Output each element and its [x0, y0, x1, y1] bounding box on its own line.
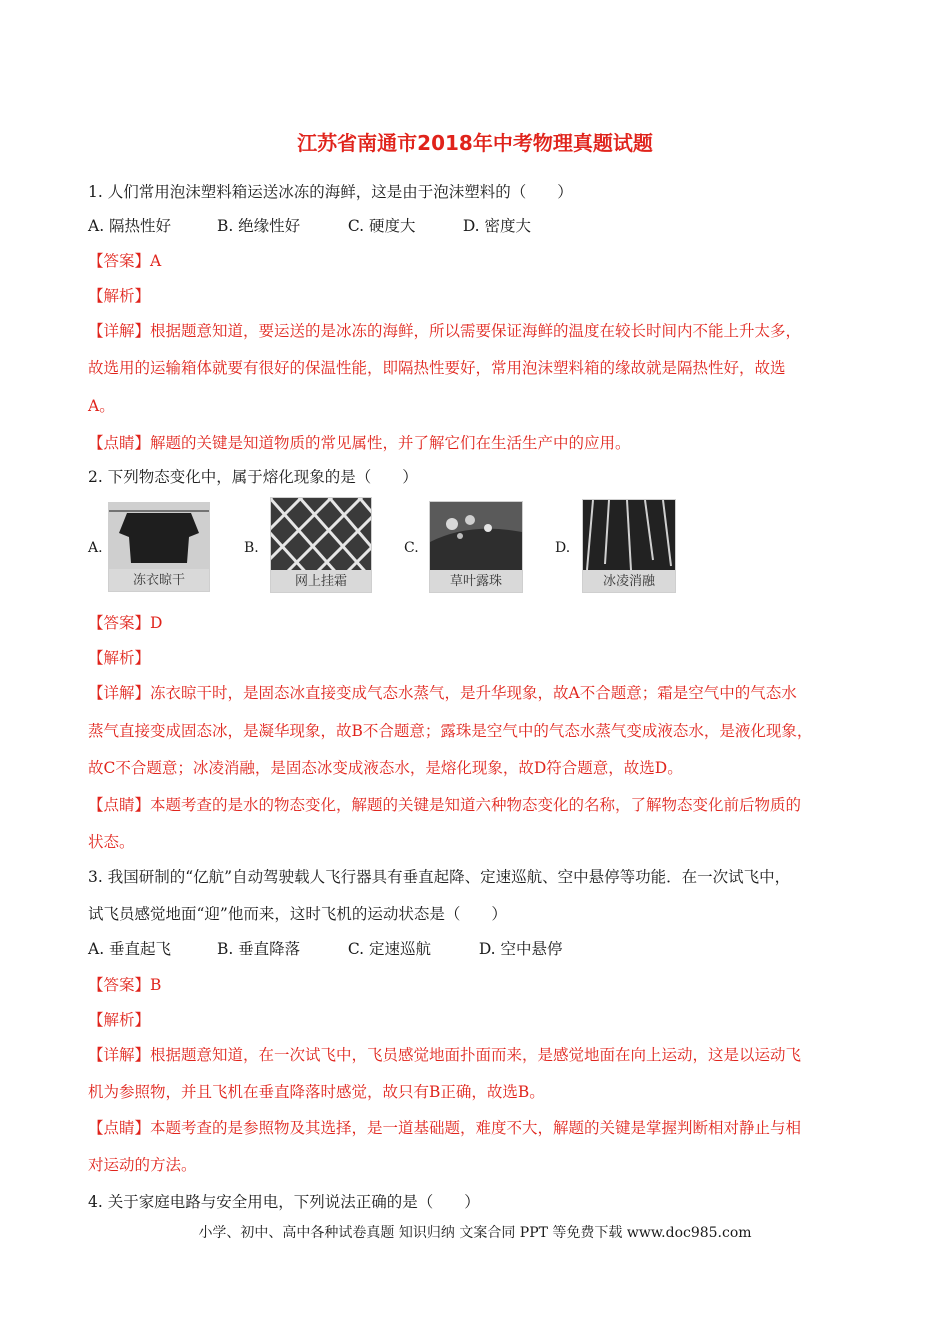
- q1-detail-line-3: A。: [88, 397, 115, 415]
- q3-option-b: B. 垂直降落: [216, 940, 301, 958]
- q3-comment-line-1: 【点睛】本题考查的是参照物及其选择，是一道基础题，难度不大，解题的关键是掌握判断相对静止与相: [88, 1119, 802, 1137]
- q2-detail-line-3: 故C不合题意；冰凌消融，是固态冰变成液态水，是熔化现象，故D符合题意，故选D。: [88, 759, 683, 777]
- q2-option-a-image: [108, 502, 210, 592]
- q2-stem: 2. 下列物态变化中，属于熔化现象的是（ ）: [88, 468, 418, 486]
- melting-icicles-picture: [583, 500, 675, 570]
- q1-detail-line-2: 故选用的运输箱体就要有很好的保温性能，即隔热性要好，常用泡沫塑料箱的缘故就是隔热性好，故选: [88, 359, 786, 377]
- q3-detail-line-1: 【详解】根据题意知道，在一次试飞中，飞员感觉地面扑面而来，是感觉地面在向上运动，这是以运动飞: [88, 1046, 802, 1064]
- q2-comment-line-1: 【点睛】本题考查的是水的物态变化，解题的关键是知道六种物态变化的名称，了解物态变化前后物质的: [88, 796, 802, 814]
- q2-option-b-label: B.: [244, 540, 259, 556]
- q2-option-a-caption: 冻衣晾干: [132, 573, 185, 588]
- dew-drops-picture: [430, 502, 522, 570]
- q2-option-c-image: [429, 501, 523, 593]
- q2-comment-line-2: 状态。: [88, 833, 135, 851]
- q2-option-d-label: D.: [555, 540, 571, 556]
- q3-option-d: D. 空中悬停: [478, 940, 563, 958]
- q2-option-c-label: C.: [404, 540, 419, 556]
- q2-option-d-image: [582, 499, 676, 593]
- q3-comment-line-2: 对运动的方法。: [88, 1156, 197, 1174]
- q2-analysis-label: 【解析】: [88, 649, 151, 667]
- q3-stem-line-2: 试飞员感觉地面“迎”他而来，这时飞机的运动状态是（ ）: [88, 905, 507, 923]
- q2-option-b-caption: 网上挂霜: [294, 574, 347, 589]
- q3-stem-line-1: 3. 我国研制的“亿航”自动驾驶载人飞行器具有垂直起降、定速巡航、空中悬停等功能．在一次试飞中，: [88, 868, 791, 886]
- frosted-net-picture: [271, 498, 371, 570]
- frozen-clothes-picture: [109, 503, 209, 569]
- q1-detail-line-1: 【详解】根据题意知道，要运送的是冰冻的海鲜，所以需要保证海鲜的温度在较长时间内不能上升太多，: [88, 322, 802, 340]
- q3-option-c: C. 定速巡航: [347, 940, 432, 958]
- q1-options: [88, 215, 531, 237]
- q1-analysis-label: 【解析】: [88, 287, 151, 305]
- q1-option-b: B. 绝缘性好: [216, 217, 301, 235]
- q2-option-a-label: A.: [88, 540, 103, 556]
- q2-option-c-caption: 草叶露珠: [449, 574, 502, 589]
- q2-detail-line-2: 蒸气直接变成固态冰，是凝华现象，故B不合题意；露珠是空气中的气态水蒸气变成液态水，是液化现象，: [88, 722, 813, 740]
- q3-options: [88, 938, 563, 960]
- q2-option-b-image: [270, 497, 372, 593]
- q2-answer: 【答案】D: [88, 614, 163, 632]
- q3-answer: 【答案】B: [88, 976, 162, 994]
- q1-comment: 【点睛】解题的关键是知道物质的常见属性，并了解它们在生活生产中的应用。: [88, 434, 631, 452]
- q2-option-d-caption: 冰凌消融: [602, 574, 655, 589]
- q4-stem: 4. 关于家庭电路与安全用电，下列说法正确的是（ ）: [88, 1193, 480, 1211]
- q1-option-a: A. 隔热性好: [88, 217, 172, 235]
- q1-option-c: C. 硬度大: [347, 217, 416, 235]
- q3-option-a: A. 垂直起飞: [88, 940, 172, 958]
- q2-detail-line-1: 【详解】冻衣晾干时，是固态冰直接变成气态水蒸气，是升华现象，故A不合题意；霜是空气中的气态水: [88, 684, 797, 702]
- page-footer: 小学、初中、高中各种试卷真题 知识归纳 文案合同 PPT 等免费下载 www.doc985.com: [198, 1225, 752, 1241]
- q3-analysis-label: 【解析】: [88, 1011, 151, 1029]
- q3-detail-line-2: 机为参照物，并且飞机在垂直降落时感觉，故只有B正确，故选B。: [88, 1083, 545, 1101]
- q1-stem: 1. 人们常用泡沫塑料箱运送冰冻的海鲜，这是由于泡沫塑料的（ ）: [88, 183, 573, 201]
- page-title: 江苏省南通市2018年中考物理真题试题: [297, 131, 653, 155]
- q1-answer: 【答案】A: [88, 252, 162, 270]
- q1-option-d: D. 密度大: [462, 217, 532, 235]
